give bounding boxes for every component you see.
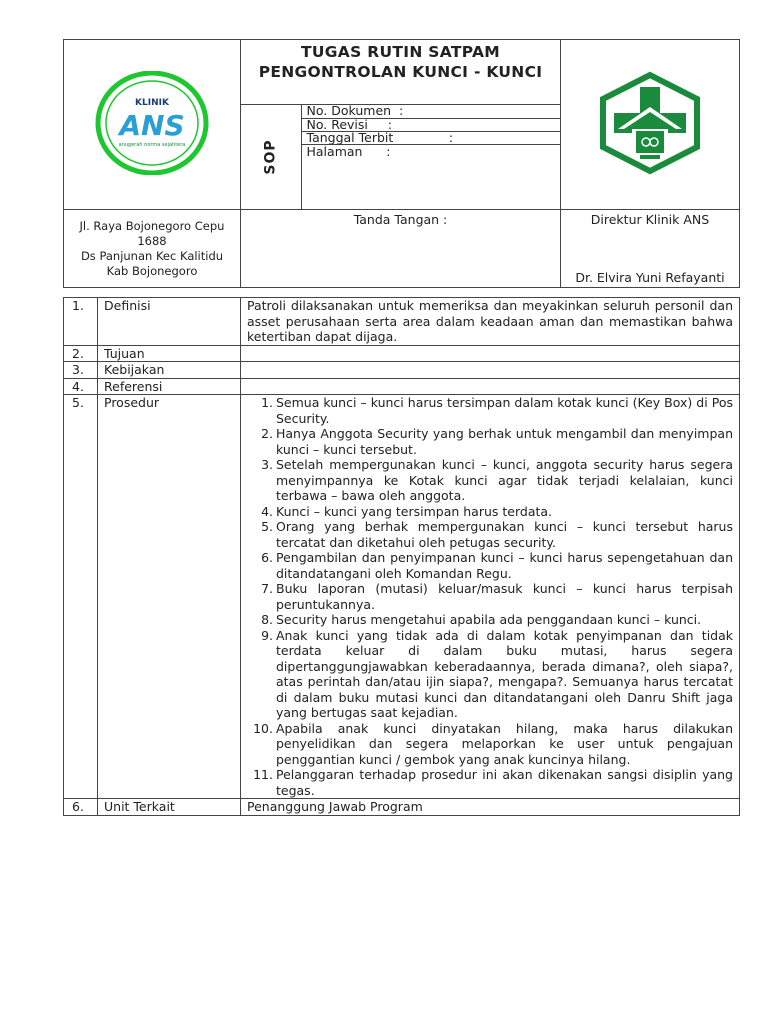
logo-brand-text: ANS xyxy=(119,109,185,142)
procedure-item xyxy=(241,457,733,504)
address-line-1: Jl. Raya Bojonegoro Cepu xyxy=(79,218,225,233)
procedure-item-number: 1. xyxy=(261,395,273,410)
procedure-item-text: Anak kunci yang tidak ada di dalam kotak penyimpanan dan tidak terdata keluar di dalam buku mutasi, harus segera dipertanggungjawabkan keberadaannya, berada dimana?, oleh siapa?, atas perintah dan/atau ijin siapa?, mengapa?. Semuanya harus tercatat di dalam buku mutasi kunci dan ditandatangani oleh Danru Shift jaga yang bertugas saat kejadian. xyxy=(276,627,733,720)
address-cell xyxy=(64,210,241,288)
row-label: Kebijakan xyxy=(98,362,241,379)
row-number: 2. xyxy=(64,345,98,362)
procedure-item-number: 7. xyxy=(261,581,273,596)
field-tanggal-terbit: Tanggal Terbit : xyxy=(301,131,560,144)
procedure-item xyxy=(241,612,733,628)
sop-label: SOP xyxy=(241,105,301,209)
procedure-item-number: 6. xyxy=(261,550,273,565)
tujuan-content xyxy=(241,345,740,362)
kebijakan-content xyxy=(241,362,740,379)
director-title: Direktur Klinik ANS xyxy=(590,212,710,227)
row-label: Unit Terkait xyxy=(98,799,241,816)
row-label: Definisi xyxy=(98,298,241,346)
referensi-content xyxy=(241,378,740,395)
procedure-item-text: Pengambilan dan penyimpanan kunci – kunci harus sepengetahuan dan ditandatangani oleh Komandan Regu. xyxy=(276,550,733,581)
procedure-item-text: Pelanggaran terhadap prosedur ini akan dikenakan sangsi disiplin yang tegas. xyxy=(276,767,733,798)
field-no-revisi: No. Revisi : xyxy=(301,118,560,131)
procedure-item-text: Orang yang berhak mempergunakan kunci – kunci tersebut harus tercatat dan diketahui oleh petugas security. xyxy=(276,519,733,550)
document-fields xyxy=(241,105,560,209)
klinik-ans-logo xyxy=(94,71,210,175)
address-line-3: Ds Panjunan Kec Kalitidu xyxy=(80,248,224,263)
procedure-item xyxy=(241,550,733,581)
procedure-item-number: 4. xyxy=(261,503,273,519)
row-number: 3. xyxy=(64,362,98,379)
logo-tagline-text: anugerah norma sejahtera xyxy=(118,142,186,148)
procedure-item xyxy=(241,721,733,768)
title-and-fields-cell xyxy=(241,40,561,210)
procedure-item xyxy=(241,426,733,457)
procedure-item-number: 11. xyxy=(253,767,273,782)
procedure-item xyxy=(241,767,733,798)
director-name: Dr. Elvira Yuni Refayanti xyxy=(575,270,725,285)
row-number: 5. xyxy=(64,395,98,799)
unit-terkait-content: Penanggung Jawab Program xyxy=(241,799,740,816)
signature-cell xyxy=(241,210,561,288)
procedure-item-text: Semua kunci – kunci harus tersimpan dalam kotak kunci (Key Box) di Pos Security. xyxy=(276,395,733,426)
procedure-item-text: Kunci – kunci yang tersimpan harus terdata. xyxy=(276,503,553,519)
procedure-item-text: Setelah mempergunakan kunci – kunci, anggota security harus segera menyimpannya ke Kotak kunci agar tidak terjadi kelalaian, kunci terbawa – bawa oleh anggota. xyxy=(276,457,733,503)
procedure-item-number: 3. xyxy=(261,457,273,472)
procedure-item-number: 9. xyxy=(261,627,273,643)
procedure-item xyxy=(241,581,733,612)
row-number: 4. xyxy=(64,378,98,395)
table-row xyxy=(64,298,740,346)
content-table xyxy=(63,297,740,816)
definisi-content: Patroli dilaksanakan untuk memeriksa dan meyakinkan seluruh personil dan asset perusahaan serta area dalam keadaan aman dan memastikan bahwa ketertiban dapat dijaga. xyxy=(241,298,740,346)
signature-label: Tanda Tangan : xyxy=(353,212,448,227)
procedure-item-number: 5. xyxy=(261,519,273,534)
table-row xyxy=(64,395,740,799)
table-row xyxy=(64,378,740,395)
table-row xyxy=(64,345,740,362)
field-halaman: Halaman : xyxy=(301,144,560,209)
document-title: TUGAS RUTIN SATPAM PENGONTROLAN KUNCI - KUNCI xyxy=(258,43,543,81)
procedure-item-text: Apabila anak kunci dinyatakan hilang, maka harus dilakukan penyelidikan dan segera melaporkan ke user untuk pengajuan penggantian kunci / gembok yang anak kuncinya hilang. xyxy=(276,720,733,767)
row-number: 1. xyxy=(64,298,98,346)
procedure-item-text: Hanya Anggota Security yang berhak untuk mengambil dan menyimpan kunci – kunci tersebut. xyxy=(276,426,733,457)
row-label: Referensi xyxy=(98,378,241,395)
procedure-item-number: 10. xyxy=(253,720,273,736)
procedure-item xyxy=(241,628,733,721)
procedure-item-text: Security harus mengetahui apabila ada penggandaan kunci – kunci. xyxy=(276,612,702,627)
prosedur-content xyxy=(241,395,740,799)
table-row xyxy=(64,362,740,379)
address-line-2: 1688 xyxy=(137,233,167,248)
procedure-item-text: Buku laporan (mutasi) keluar/masuk kunci – kunci harus terpisah peruntukannya. xyxy=(276,581,733,612)
header-table xyxy=(63,39,740,288)
director-cell xyxy=(561,210,740,288)
procedure-item xyxy=(241,519,733,550)
row-label: Prosedur xyxy=(98,395,241,799)
row-number: 6. xyxy=(64,799,98,816)
health-cross-house-icon xyxy=(592,71,708,175)
logo-top-text: KLINIK xyxy=(135,98,169,108)
right-logo-cell xyxy=(561,40,740,210)
procedure-item-number: 2. xyxy=(261,426,273,441)
procedure-item-number: 8. xyxy=(261,612,273,627)
left-logo-cell xyxy=(64,40,241,210)
procedure-item xyxy=(241,504,733,520)
procedure-item xyxy=(241,395,733,426)
procedure-list xyxy=(241,395,733,798)
address-line-4: Kab Bojonegoro xyxy=(106,263,198,278)
row-label: Tujuan xyxy=(98,345,241,362)
field-no-dokumen: No. Dokumen : xyxy=(301,105,560,118)
table-row xyxy=(64,799,740,816)
